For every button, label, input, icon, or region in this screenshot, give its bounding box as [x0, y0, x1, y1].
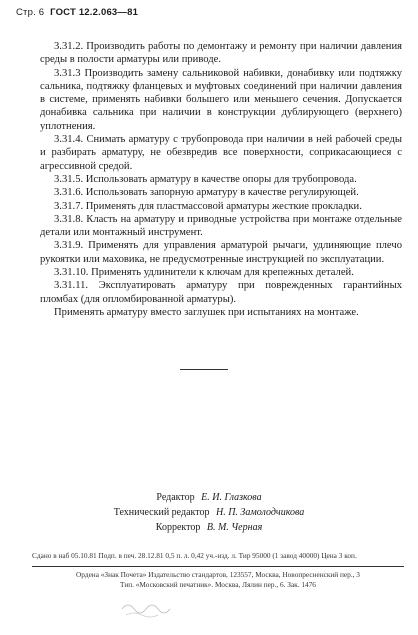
credit-role: Редактор	[156, 492, 195, 503]
paragraph: 3.31.10. Применять удлинители к ключам для крепежных деталей.	[54, 267, 354, 279]
paragraph: 3.31.11. Эксплуатировать арматуру при поврежденных гарантийных пломбах (для опломбированной арматуры).	[40, 280, 402, 305]
printer-imprint	[32, 570, 404, 589]
credit-technical-editor	[0, 505, 418, 520]
imprint-line: Тип. «Московский печатник». Москва, Лялин пер., 6. Зак. 1476	[120, 579, 316, 589]
section-divider	[180, 369, 228, 370]
publication-info: Сдано в наб 05.10.81 Подп. в печ. 28.12.81 0,5 п. л. 0,42 уч.-изд. л. Тир 95000 (1 завод 40000) Цена 3 коп.	[32, 551, 357, 560]
page-number: Стр. 6	[16, 7, 45, 18]
document-body	[40, 40, 402, 319]
paragraph: 3.31.9. Применять для управления арматурой рычаги, удлиняющие плечо рукоятки или маховика, не предусмотренные инструкцией по эксплуатации.	[40, 240, 402, 265]
credit-role: Технический редактор	[113, 507, 210, 518]
faint-stamp-mark	[118, 595, 178, 623]
page-header	[16, 7, 138, 18]
credit-role: Корректор	[155, 522, 201, 533]
paragraph: 3.31.4. Снимать арматуру с трубопровода при наличии в ней рабочей среды и разбирать арматуру, не обезвредив все поверхности, соприкасающиеся с агрессивной средой.	[40, 134, 402, 172]
paragraph: 3.31.8. Класть на арматуру и приводные устройства при монтаже отдельные детали или монтажный инструмент.	[40, 213, 402, 239]
credits-block	[0, 490, 418, 535]
paragraph: 3.31.7. Применять для пластмассовой арматуры жесткие прокладки.	[54, 200, 362, 212]
credit-person: В. М. Черная	[206, 522, 263, 533]
paragraph: 3.31.2. Производить работы по демонтажу и ремонту при наличии давления среды в полости арматуры или приводе.	[40, 41, 402, 66]
standard-number: ГОСТ 12.2.063—81	[50, 7, 139, 18]
paragraph: Применять арматуру вместо заглушек при испытаниях на монтаже.	[54, 306, 359, 318]
paragraph: 3.31.5. Использовать арматуру в качестве опоры для трубопровода.	[54, 173, 357, 185]
paragraph: 3.31.6. Использовать запорную арматуру в качестве регулирующей.	[54, 187, 359, 199]
imprint-line: Ордена «Знак Почета» Издательство стандартов, 123557, Москва, Новопресненский пер., 3	[76, 570, 360, 579]
credit-proofreader	[0, 520, 418, 535]
credit-person: Н. П. Замолодчикова	[215, 507, 305, 518]
footer-rule	[32, 566, 404, 567]
paragraph: 3.31.3 Производить замену сальниковой набивки, донабивку или подтяжку сальника, подтяжку фланцевых и муфтовых соединений при наличии давления в системе, применять набивки большего или меньшего сечения. Допускается донабивка сальника при наличии в конструкции дублирующего (верхнего) уплотнения.	[40, 67, 402, 132]
credit-editor	[0, 490, 418, 505]
credit-person: Е. И. Глазкова	[201, 492, 262, 503]
